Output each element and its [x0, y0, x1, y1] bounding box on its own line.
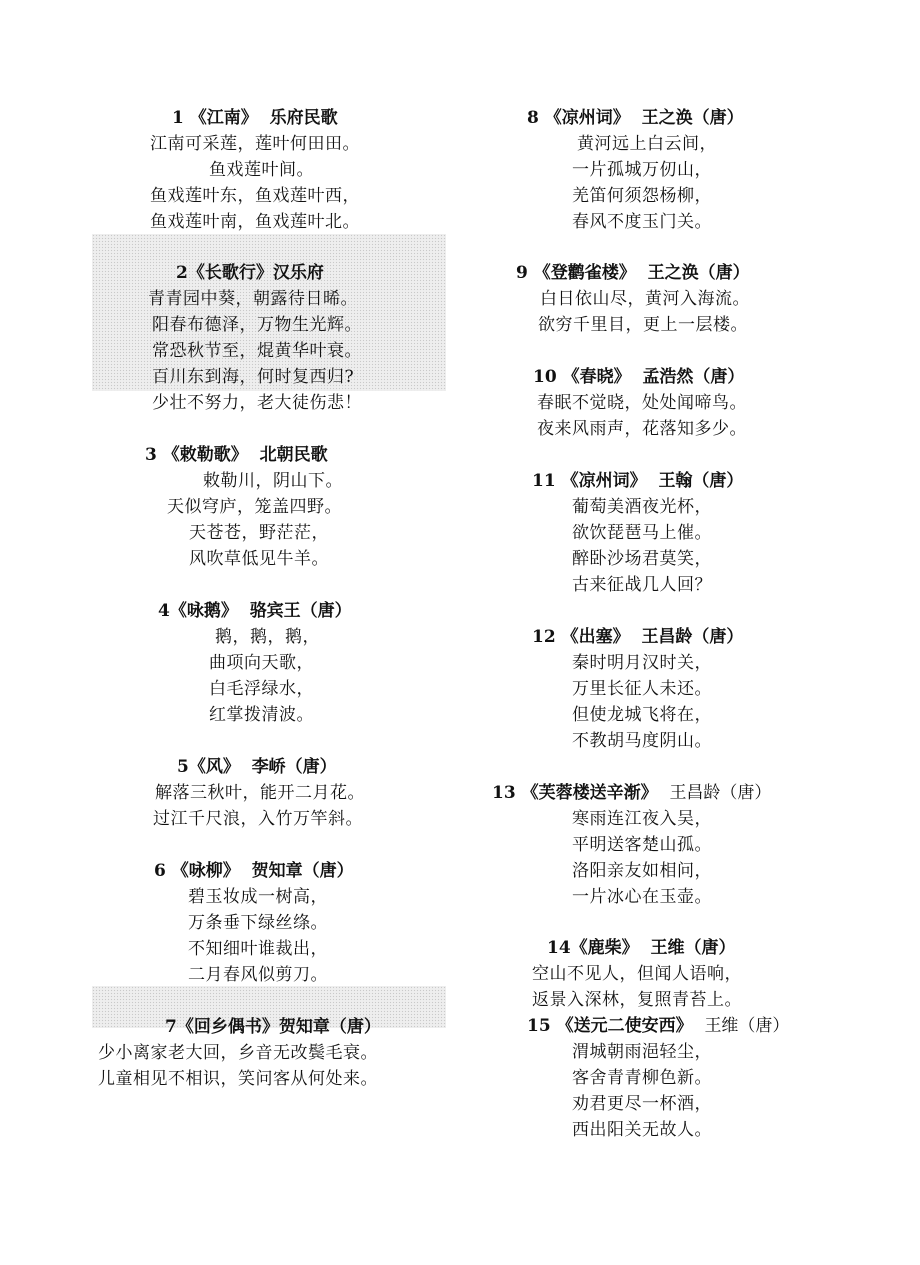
- poem-line: 常恐秋节至，焜黄华叶衰。: [152, 341, 362, 361]
- poem-line: 但使龙城飞将在，: [572, 705, 712, 725]
- poem-line: 黄河远上白云间，: [577, 134, 717, 154]
- poem-7: [98, 1014, 381, 1092]
- poem-title: 1 《江南》 乐府民歌: [172, 108, 338, 128]
- poem-line: 鱼戏莲叶南，鱼戏莲叶北。: [150, 212, 360, 232]
- poem-line: 白日依山尽，黄河入海流。: [540, 289, 750, 309]
- poem-line: 万条垂下绿丝绦。: [188, 913, 328, 933]
- poem-15: [527, 1013, 789, 1143]
- poem-line: 碧玉妆成一树高，: [188, 887, 328, 907]
- poem-line: 敕勒川，阴山下。: [203, 471, 343, 491]
- poem-line: 秦时明月汉时关，: [572, 653, 712, 673]
- poem-title: 13 《芙蓉楼送辛渐》 王昌龄（唐）: [492, 783, 772, 803]
- poem-10: [533, 364, 747, 442]
- poem-line: 少小离家老大回，乡音无改鬓毛衰。: [98, 1043, 378, 1063]
- poem-line: 羌笛何须怨杨柳，: [572, 186, 712, 206]
- poem-title: 8 《凉州词》 王之涣（唐）: [527, 108, 744, 128]
- poem-line: 风吹草低见牛羊。: [189, 549, 329, 569]
- poem-4: [158, 598, 352, 728]
- poem-line: 一片冰心在玉壶。: [572, 887, 712, 907]
- poem-line: 过江千尺浪，入竹万竿斜。: [153, 809, 363, 829]
- poem-6: [154, 858, 354, 988]
- poem-line: 天苍苍，野茫茫，: [189, 523, 329, 543]
- poem-title: 2《长歌行》汉乐府: [176, 263, 324, 283]
- poem-11: [532, 468, 743, 598]
- poem-line: 夜来风雨声，花落知多少。: [537, 419, 747, 439]
- poem-13: [492, 780, 771, 910]
- poem-12: [532, 624, 743, 754]
- poem-title: 3 《敕勒歌》 北朝民歌: [145, 445, 328, 465]
- poem-line: 渭城朝雨浥轻尘，: [572, 1042, 712, 1062]
- poem-line: 鹅，鹅，鹅，: [215, 627, 320, 647]
- poem-line: 客舍青青柳色新。: [572, 1068, 712, 1088]
- poem-line: 少壮不努力，老大徒伤悲！: [152, 393, 362, 413]
- poem-line: 万里长征人未还。: [572, 679, 712, 699]
- poem-line: 欲穷千里目，更上一层楼。: [538, 315, 748, 335]
- poem-line: 不教胡马度阴山。: [572, 731, 712, 751]
- poem-line: 西出阳关无故人。: [572, 1120, 712, 1140]
- poem-line: 春眠不觉晓，处处闻啼鸟。: [537, 393, 747, 413]
- poem-line: 洛阳亲友如相问，: [572, 861, 712, 881]
- poem-line: 醉卧沙场君莫笑，: [572, 549, 712, 569]
- poem-line: 阳春布德泽，万物生光辉。: [152, 315, 362, 335]
- poem-3: [145, 442, 343, 572]
- poem-line: 寒雨连江夜入吴，: [572, 809, 712, 829]
- poem-title: 11 《凉州词》 王翰（唐）: [532, 471, 744, 491]
- poem-line: 红掌拨清波。: [209, 705, 314, 725]
- poem-title: 15 《送元二使安西》 王维（唐）: [527, 1016, 790, 1036]
- poem-line: 青青园中葵，朝露待日晞。: [148, 289, 358, 309]
- poem-title: 5《风》 李峤（唐）: [177, 757, 337, 777]
- poem-line: 春风不度玉门关。: [572, 212, 712, 232]
- poem-line: 平明送客楚山孤。: [572, 835, 712, 855]
- poem-line: 鱼戏莲叶东，鱼戏莲叶西，: [150, 186, 360, 206]
- poem-title: 12 《出塞》 王昌龄（唐）: [532, 627, 744, 647]
- poem-title: 4《咏鹅》 骆宾王（唐）: [158, 601, 352, 621]
- poem-line: 空山不见人，但闻人语响，: [532, 964, 742, 984]
- poem-5: [155, 754, 365, 832]
- poem-line: 返景入深林，复照青苔上。: [532, 990, 742, 1010]
- poem-8: [527, 105, 744, 235]
- poem-line: 儿童相见不相识，笑问客从何处来。: [98, 1069, 378, 1089]
- poem-line: 欲饮琵琶马上催。: [572, 523, 712, 543]
- poem-line: 鱼戏莲叶间。: [209, 160, 314, 180]
- poem-title: 6 《咏柳》 贺知章（唐）: [154, 861, 354, 881]
- poem-line: 百川东到海，何时复西归?: [152, 367, 355, 387]
- poem-line: 白毛浮绿水，: [209, 679, 314, 699]
- poem-title: 14《鹿柴》 王维（唐）: [547, 938, 736, 958]
- poem-line: 一片孤城万仞山，: [572, 160, 712, 180]
- poem-line: 二月春风似剪刀。: [188, 965, 328, 985]
- poem-line: 葡萄美酒夜光杯，: [572, 497, 712, 517]
- poem-9: [516, 260, 750, 338]
- poem-line: 江南可采莲，莲叶何田田。: [150, 134, 360, 154]
- poem-line: 不知细叶谁裁出，: [188, 939, 328, 959]
- poem-line: 劝君更尽一杯酒，: [572, 1094, 712, 1114]
- poem-title: 10 《春晓》 孟浩然（唐）: [533, 367, 745, 387]
- poem-title: 7《回乡偶书》贺知章（唐）: [165, 1017, 381, 1037]
- poem-2: [148, 260, 362, 416]
- poem-line: 解落三秋叶，能开二月花。: [155, 783, 365, 803]
- poem-14: [532, 935, 742, 1013]
- poem-1: [150, 105, 360, 235]
- poem-title: 9 《登鹳雀楼》 王之涣（唐）: [516, 263, 750, 283]
- poem-line: 天似穹庐，笼盖四野。: [167, 497, 342, 517]
- poem-line: 曲项向天歌，: [209, 653, 314, 673]
- poem-line: 古来征战几人回？: [572, 575, 712, 595]
